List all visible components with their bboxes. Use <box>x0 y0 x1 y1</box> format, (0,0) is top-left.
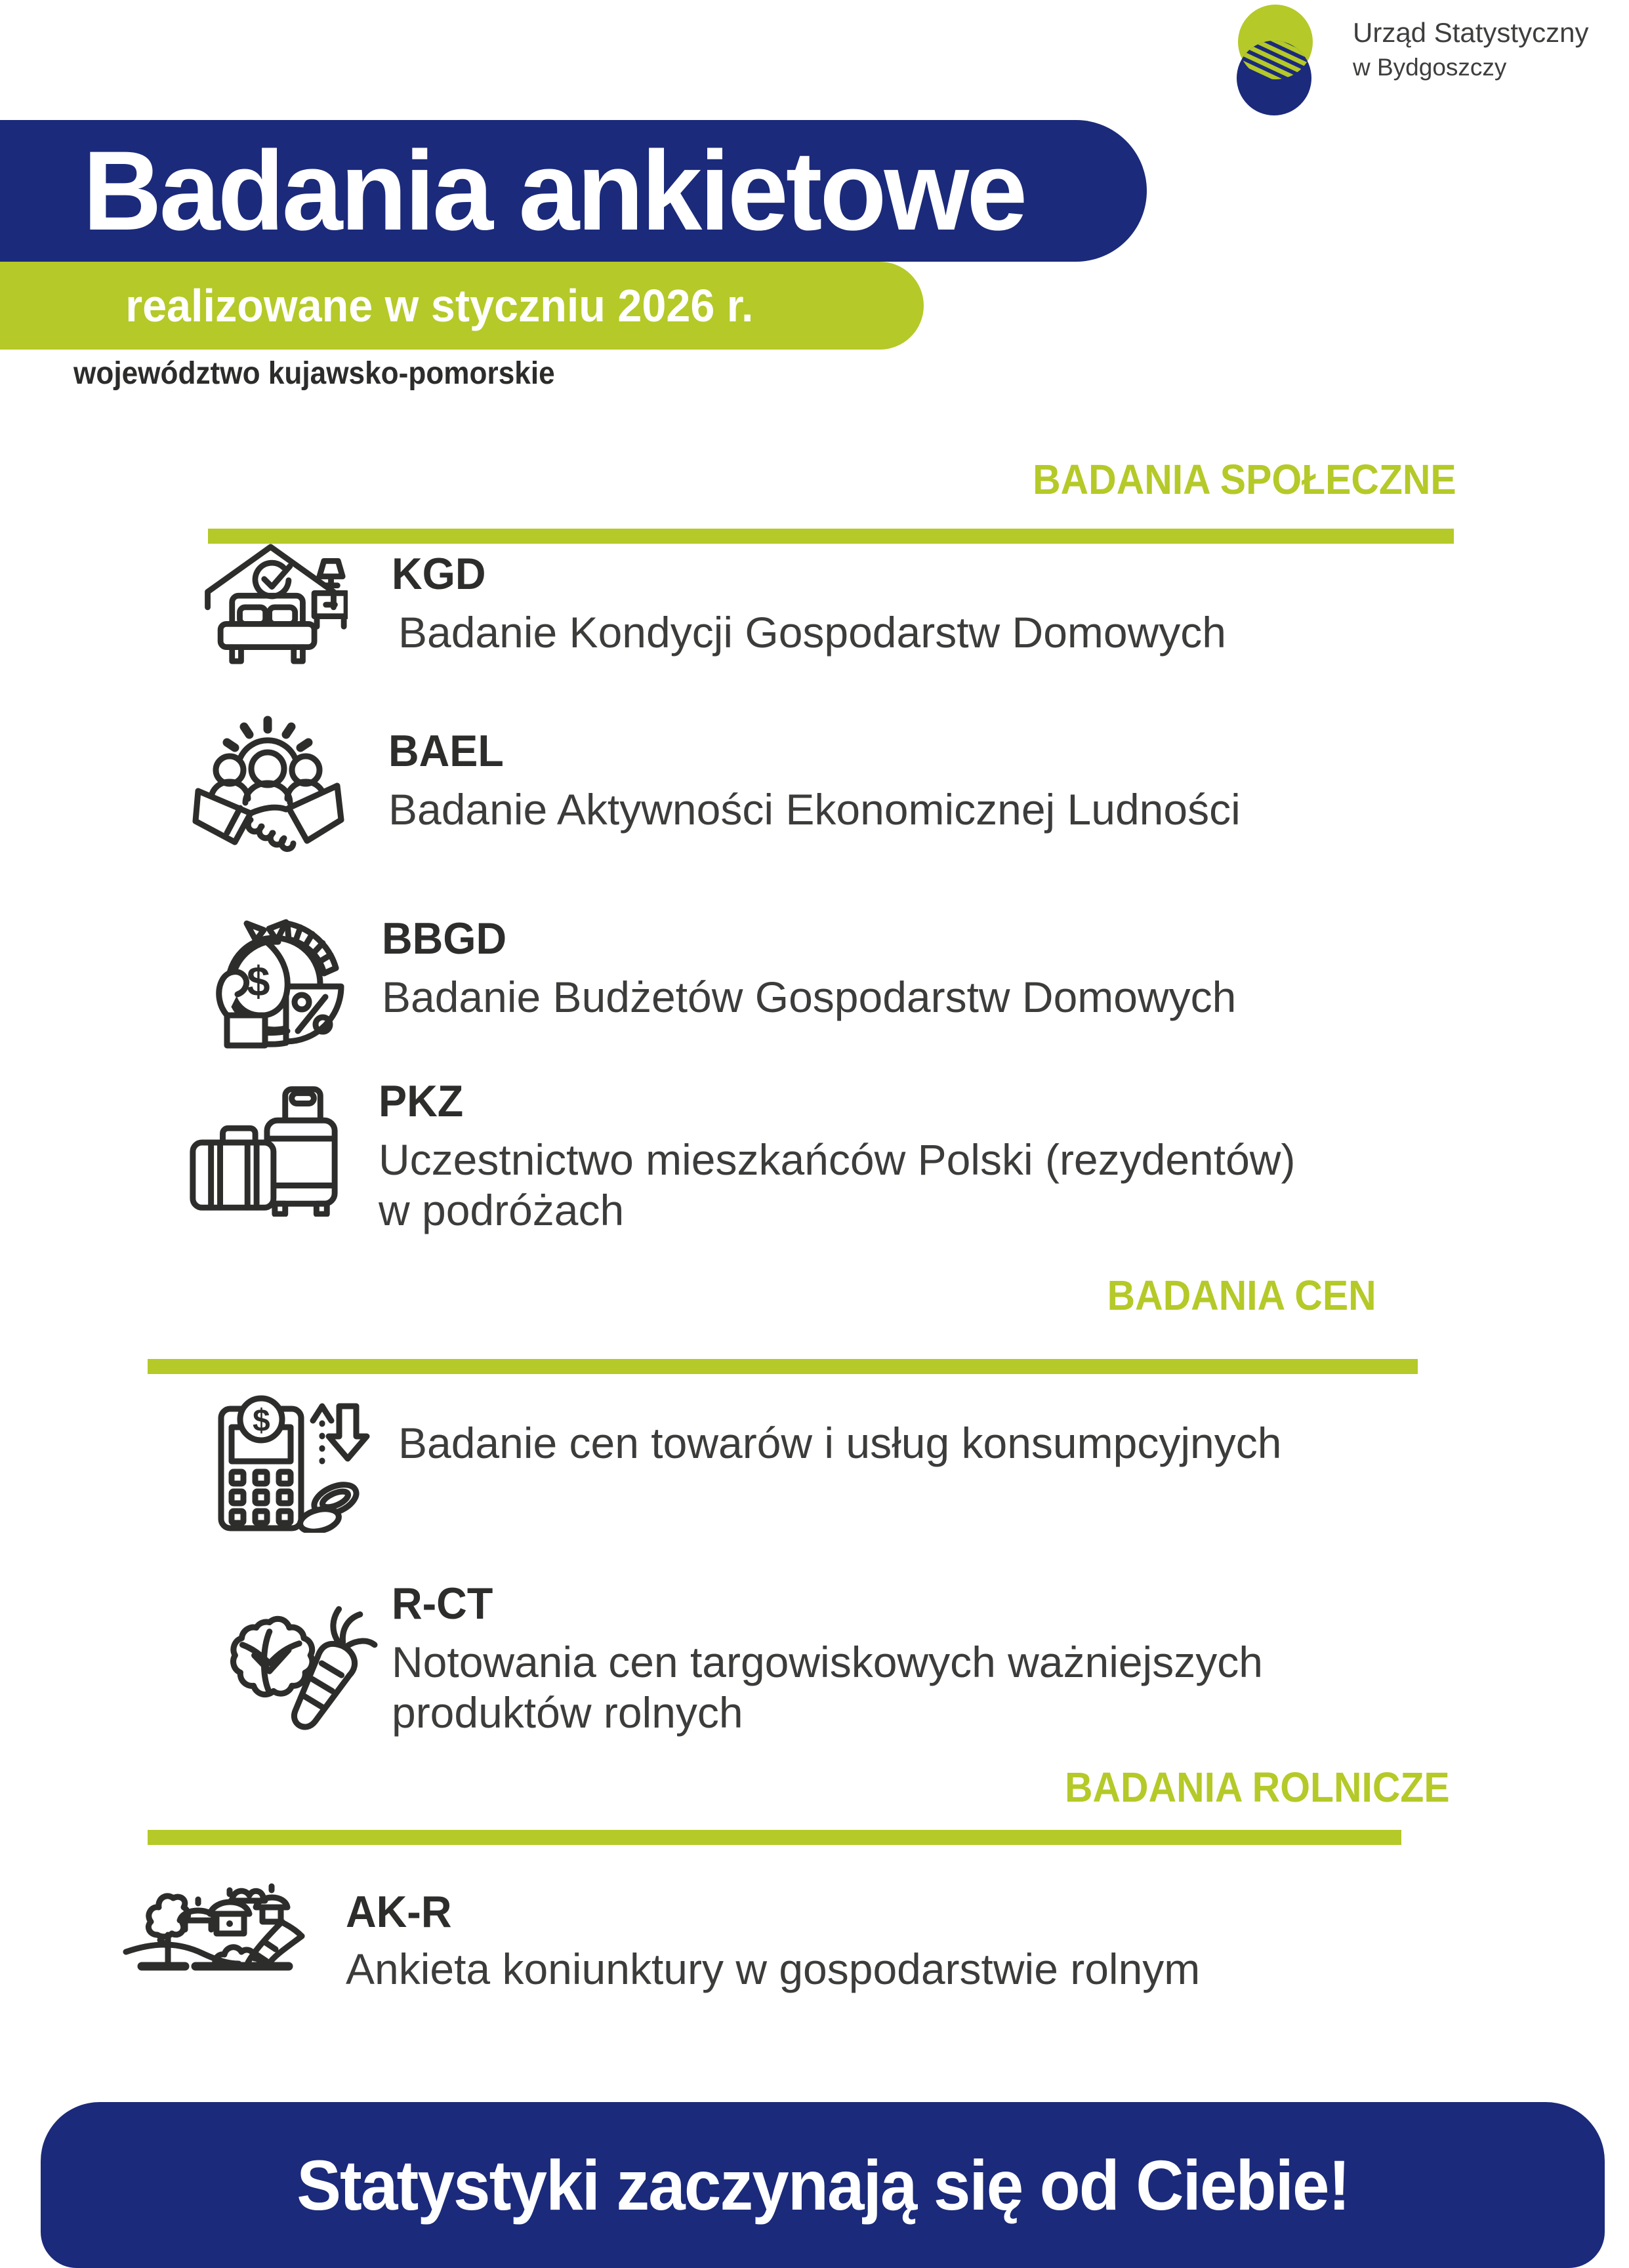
logo-org-name-line1: Urząd Statystyczny <box>1353 17 1589 48</box>
item-description: Badanie cen towarów i usług konsumpcyjnych <box>398 1419 1282 1467</box>
section-divider-spoleczne <box>208 529 1454 544</box>
item-description <box>379 1135 1295 1235</box>
page-subtitle: realizowane w styczniu 2026 r. <box>125 280 754 331</box>
item-description-line2: w podróżach <box>379 1185 625 1234</box>
section-divider-cen <box>148 1359 1418 1374</box>
item-description: Badanie Budżetów Gospodarstw Domowych <box>382 973 1237 1021</box>
section-header-spoleczne: BADANIA SPOŁECZNE <box>1033 456 1456 503</box>
item-description: Badanie Aktywności Ekonomicznej Ludności <box>388 785 1241 834</box>
footer-slogan: Statystyki zaczynają się od Ciebie! <box>296 2145 1350 2225</box>
footer-banner <box>41 2102 1605 2268</box>
section-header-cen: BADANIA CEN <box>1107 1272 1376 1319</box>
farm-landscape-icon <box>117 1873 307 1972</box>
vegetables-icon <box>207 1584 379 1739</box>
item-code: BAEL <box>388 726 504 776</box>
item-code: PKZ <box>379 1076 464 1126</box>
region-label: województwo kujawsko-pomorskie <box>73 356 555 391</box>
logo-org-name-line2: w Bydgoszczy <box>1353 54 1507 81</box>
section-divider-rolnicze <box>148 1830 1401 1845</box>
svg-text:$: $ <box>253 1404 270 1438</box>
title-banner <box>0 120 1147 262</box>
item-description <box>392 1637 1263 1737</box>
money-bag-chart-icon <box>189 904 346 1053</box>
item-description: Badanie Kondycji Gospodarstw Domowych <box>398 608 1226 657</box>
calculator-prices-icon <box>209 1385 374 1533</box>
item-code: R-CT <box>392 1579 493 1629</box>
item-code: AK-R <box>346 1887 452 1937</box>
item-description-line2: produktów rolnych <box>392 1688 743 1737</box>
svg-text:$: $ <box>247 958 270 1005</box>
item-description: Ankieta koniunktury w gospodarstwie rolnym <box>346 1945 1201 1993</box>
people-handshake-icon <box>189 710 346 854</box>
item-description-line1: Uczestnictwo mieszkańców Polski (rezydentów) <box>379 1135 1296 1184</box>
house-bed-icon <box>194 537 348 672</box>
page-title: Badania ankietowe <box>83 128 1025 254</box>
statistical-office-logo-icon <box>1206 1 1345 117</box>
subtitle-banner <box>0 262 924 350</box>
item-description-line1: Notowania cen targowiskowych ważniejszych <box>392 1638 1263 1686</box>
item-code: BBGD <box>382 914 507 963</box>
section-header-rolnicze: BADANIA ROLNICZE <box>1065 1764 1450 1811</box>
item-code: KGD <box>392 549 486 599</box>
luggage-icon <box>182 1069 345 1217</box>
